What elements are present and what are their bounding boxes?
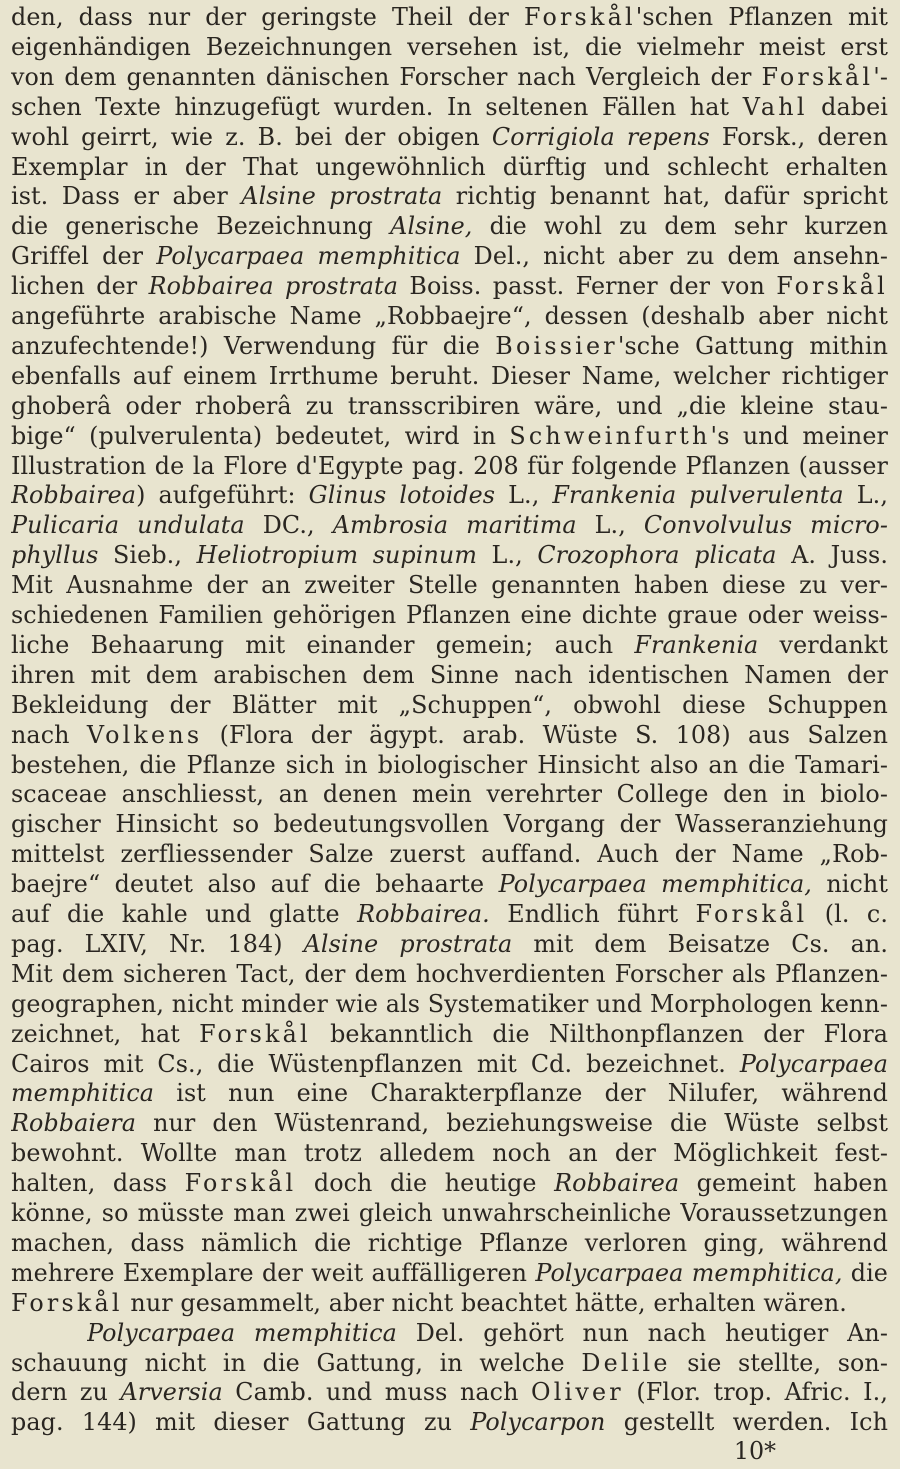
text-segment: baejre“ deutet also auf die behaarte bbox=[11, 870, 499, 899]
italic-text: Frankenia bbox=[634, 630, 759, 659]
text-segment: Mit Ausnahme der an zweiter Stelle genannten haben diese zu ver- bbox=[11, 571, 888, 600]
text-segment: ist nun eine Charakterpflanze der Nilufer, während bbox=[154, 1079, 888, 1108]
text-line bbox=[11, 480, 888, 510]
text-segment: ist. Dass er aber bbox=[11, 182, 242, 211]
text-segment: richtig benannt hat, dafür spricht bbox=[442, 182, 888, 211]
text-segment: Forsk., deren bbox=[709, 122, 888, 151]
text-line bbox=[11, 839, 888, 869]
text-segment: schen Texte hinzugefügt wurden. In seltenen Fällen hat bbox=[11, 92, 743, 121]
text-segment: scaceae anschliesst, an denen mein verehrter College den in biolo- bbox=[11, 780, 888, 809]
text-segment: 's und meiner bbox=[710, 421, 888, 450]
text-line bbox=[11, 600, 888, 630]
text-segment: (Flor. trop. Afric. I., bbox=[623, 1378, 888, 1407]
text-segment: lichen der bbox=[11, 272, 149, 301]
text-segment: (l. c. bbox=[807, 900, 888, 928]
text-segment: bestehen, die Pflanze sich in biologischer Hinsicht also an die Tamari- bbox=[11, 750, 888, 779]
text-segment: nicht bbox=[811, 870, 888, 899]
text-line bbox=[11, 1407, 888, 1437]
italic-text: Frankenia pulverulenta bbox=[552, 481, 844, 510]
italic-text: Robbairea. bbox=[357, 900, 490, 928]
text-line bbox=[11, 122, 888, 152]
text-segment: 'schen Pflanzen mit bbox=[635, 3, 888, 31]
italic-text: phyllus bbox=[11, 541, 99, 570]
text-line bbox=[11, 1258, 888, 1288]
text-segment: Bekleidung der Blätter mit „Schuppen“, obwohl diese Schuppen bbox=[11, 690, 888, 719]
text-segment: L., bbox=[477, 541, 538, 570]
text-segment: Endlich führt bbox=[489, 900, 696, 928]
text-segment: Exemplar in der That ungewöhnlich dürftig und schlecht erhalten bbox=[11, 152, 888, 181]
italic-text: Polycarpon bbox=[470, 1408, 606, 1437]
italic-text: Alsine, bbox=[390, 212, 473, 241]
text-segment: L., bbox=[576, 511, 644, 540]
text-segment: den, dass nur der geringste Theil der bbox=[11, 3, 525, 31]
text-line bbox=[11, 869, 888, 899]
italic-text: Arversia bbox=[120, 1378, 223, 1407]
text-segment: auf die kahle und glatte bbox=[11, 900, 358, 928]
text-segment: Griffel der bbox=[11, 242, 157, 271]
spaced-name-text: Boissier bbox=[495, 331, 618, 360]
text-segment: '- bbox=[873, 62, 888, 91]
text-line bbox=[11, 750, 888, 780]
text-line bbox=[11, 1049, 888, 1079]
italic-text: Convolvulus micro- bbox=[643, 511, 888, 540]
text-line bbox=[11, 570, 888, 600]
text-segment: könne, so müsste man zwei gleich unwahrscheinliche Voraussetzungen bbox=[11, 1199, 888, 1227]
italic-text: Alsine prostrata bbox=[241, 182, 443, 211]
text-segment: angeführte arabische Name „Robbaejre“, dessen (deshalb aber nicht bbox=[11, 302, 888, 330]
spaced-name-text: Schweinfurth bbox=[509, 421, 711, 450]
text-line bbox=[11, 1198, 888, 1228]
spaced-name-text: Forskål bbox=[776, 272, 888, 301]
text-segment: geographen, nicht minder wie als Systematiker und Morphologen kenn- bbox=[11, 989, 888, 1018]
text-line bbox=[11, 32, 888, 62]
italic-text: Crozophora plicata bbox=[537, 541, 777, 570]
text-segment: pag. LXIV, Nr. 184) bbox=[11, 929, 304, 958]
text-segment: schauung nicht in die Gattung, in welche bbox=[11, 1348, 582, 1377]
text-line bbox=[11, 331, 888, 361]
text-segment: schiedenen Familien gehörigen Pflanzen eine dichte graue oder weiss- bbox=[11, 601, 888, 629]
text-segment: nach bbox=[11, 720, 87, 749]
text-line bbox=[11, 510, 888, 540]
text-line bbox=[11, 271, 888, 301]
text-segment: gestellt werden. Ich bbox=[605, 1408, 888, 1437]
text-segment: ghoberâ oder rhoberâ zu transscribiren wäre, und „die kleine stau- bbox=[11, 391, 888, 420]
text-segment: Camb. und muss nach bbox=[222, 1378, 532, 1407]
text-line bbox=[11, 421, 888, 451]
italic-text: Robbaiera bbox=[11, 1109, 137, 1138]
text-line bbox=[11, 899, 888, 929]
text-line bbox=[11, 540, 888, 570]
text-segment: nur gesammelt, aber nicht beachtet hätte, erhalten wären. bbox=[122, 1288, 847, 1317]
italic-text: Polycarpaea memphitica, bbox=[535, 1258, 843, 1287]
text-segment: (Flora der ägypt. arab. Wüste S. 108) aus Salzen bbox=[202, 720, 888, 749]
italic-text: memphitica bbox=[11, 1079, 155, 1108]
text-line bbox=[11, 959, 888, 989]
text-line bbox=[11, 720, 888, 750]
text-segment: zeichnet, hat bbox=[11, 1019, 200, 1048]
text-line bbox=[11, 181, 888, 211]
text-segment: machen, dass nämlich die richtige Pflanze verloren ging, während bbox=[11, 1228, 888, 1257]
text-line bbox=[11, 1377, 888, 1407]
text-segment: ) aufgeführt: bbox=[136, 481, 309, 510]
text-line bbox=[11, 630, 888, 660]
text-line bbox=[11, 1138, 888, 1168]
text-segment: sie stellte, son- bbox=[670, 1348, 888, 1377]
text-segment: bekanntlich die Nilthonpflanzen der Flora bbox=[310, 1019, 888, 1048]
spaced-name-text: Vahl bbox=[742, 92, 808, 121]
text-segment: dern zu bbox=[11, 1378, 121, 1407]
text-segment: verdankt bbox=[758, 630, 888, 659]
text-segment: die wohl zu dem sehr kurzen bbox=[472, 212, 888, 241]
spaced-name-text: Forskål bbox=[695, 900, 808, 928]
text-segment: doch die heutige bbox=[296, 1169, 555, 1198]
text-line bbox=[87, 1318, 888, 1348]
text-segment: mit dem Beisatze Cs. an. bbox=[512, 929, 888, 958]
text-line bbox=[11, 451, 888, 481]
spaced-name-text: Forskål bbox=[761, 62, 874, 91]
text-line bbox=[11, 660, 888, 690]
text-segment: Mit dem sicheren Tact, der dem hochverdienten Forscher als Pflanzen- bbox=[11, 959, 888, 988]
italic-text: Robbairea bbox=[11, 481, 137, 510]
italic-text: Pulicaria undulata bbox=[11, 511, 245, 540]
text-line bbox=[11, 361, 888, 391]
spaced-name-text: Forskål bbox=[11, 1288, 123, 1317]
text-segment: dabei bbox=[807, 92, 888, 121]
text-segment: ihren mit dem arabischen dem Sinne nach identischen Namen der bbox=[11, 660, 888, 689]
text-line bbox=[11, 1019, 888, 1049]
text-line bbox=[11, 241, 888, 271]
spaced-name-text: Oliver bbox=[531, 1378, 624, 1407]
text-line bbox=[11, 1288, 888, 1318]
page-number: 10* bbox=[733, 1437, 776, 1465]
italic-text: Polycarpaea bbox=[739, 1049, 888, 1078]
italic-text: Polycarpaea memphitica, bbox=[498, 870, 812, 899]
text-line bbox=[11, 989, 888, 1019]
text-line bbox=[11, 1348, 888, 1378]
text-segment: Del., nicht aber zu dem ansehn- bbox=[460, 242, 888, 271]
text-segment: die generische Bezeichnung bbox=[11, 212, 391, 241]
text-line bbox=[11, 779, 888, 809]
text-line bbox=[11, 690, 888, 720]
text-segment: bige“ (pulverulenta) bedeutet, wird in bbox=[11, 421, 510, 450]
spaced-name-text: Forskål bbox=[524, 3, 636, 31]
text-segment: die bbox=[842, 1258, 888, 1287]
spaced-name-text: Forskål bbox=[184, 1169, 297, 1198]
italic-text: Ambrosia maritima bbox=[332, 511, 577, 540]
text-line bbox=[11, 2, 888, 32]
text-segment: von dem genannten dänischen Forscher nach Vergleich der bbox=[11, 62, 762, 91]
text-segment: halten, dass bbox=[11, 1169, 185, 1198]
text-segment: eigenhändigen Bezeichnungen versehen ist, die vielmehr meist erst bbox=[11, 32, 888, 61]
text-line bbox=[11, 301, 888, 331]
italic-text: Polycarpaea memphitica bbox=[87, 1318, 397, 1347]
spaced-name-text: Volkens bbox=[86, 720, 203, 749]
text-line bbox=[11, 92, 888, 122]
text-segment: bewohnt. Wollte man trotz alledem noch an der Möglichkeit fest- bbox=[11, 1139, 888, 1168]
text-segment: mittelst zerfliessender Salze zuerst auffand. Auch der Name „Rob- bbox=[11, 840, 888, 869]
italic-text: Polycarpaea memphitica bbox=[156, 242, 461, 271]
text-line bbox=[11, 1078, 888, 1108]
italic-text: Corrigiola repens bbox=[491, 122, 710, 151]
text-line bbox=[11, 211, 888, 241]
text-line bbox=[11, 62, 888, 92]
italic-text: Heliotropium supinum bbox=[196, 541, 477, 570]
text-line bbox=[11, 929, 888, 959]
italic-text: Robbairea prostrata bbox=[148, 272, 398, 301]
spaced-name-text: Forskål bbox=[199, 1019, 311, 1048]
text-line bbox=[11, 1108, 888, 1138]
text-line bbox=[11, 1168, 888, 1198]
text-segment: Sieb., bbox=[98, 541, 197, 570]
text-segment: mehrere Exemplare der weit auffälligeren bbox=[11, 1258, 536, 1287]
text-segment: liche Behaarung mit einander gemein; auch bbox=[11, 630, 635, 659]
text-segment: ebenfalls auf einem Irrthume beruht. Dieser Name, welcher richtiger bbox=[11, 361, 888, 390]
text-segment: Cairos mit Cs., die Wüstenpflanzen mit Cd. bezeichnet. bbox=[11, 1049, 740, 1078]
text-segment: wohl geirrt, wie z. B. bei der obigen bbox=[11, 122, 492, 151]
text-segment: A. Juss. bbox=[776, 541, 888, 570]
text-segment: L., bbox=[495, 481, 553, 510]
text-segment: Del. gehört nun nach heutiger An- bbox=[396, 1318, 888, 1347]
text-line bbox=[11, 152, 888, 182]
text-segment: anzufechtende!) Verwendung für die bbox=[11, 331, 496, 360]
text-segment: L., bbox=[843, 481, 888, 510]
text-segment: Illustration de la Flore d'Egypte pag. 208 für folgende Pflanzen (ausser bbox=[11, 451, 888, 480]
spaced-name-text: Delile bbox=[581, 1348, 671, 1377]
text-segment: gischer Hinsicht so bedeutungsvollen Vorgang der Wasseranziehung bbox=[11, 810, 888, 839]
text-segment: DC., bbox=[244, 511, 333, 540]
text-segment: 'sche Gattung mithin bbox=[617, 331, 888, 360]
text-segment: nur den Wüstenrand, beziehungsweise die Wüste selbst bbox=[136, 1109, 888, 1138]
text-segment: Boiss. passt. Ferner der von bbox=[397, 272, 777, 301]
italic-text: Alsine prostrata bbox=[303, 929, 513, 958]
text-line bbox=[11, 809, 888, 839]
text-line bbox=[11, 1228, 888, 1258]
italic-text: Glinus lotoides bbox=[308, 481, 496, 510]
text-segment: pag. 144) mit dieser Gattung zu bbox=[11, 1408, 471, 1437]
text-line bbox=[11, 391, 888, 421]
text-segment: gemeint haben bbox=[679, 1169, 888, 1198]
italic-text: Robbairea bbox=[554, 1169, 680, 1198]
